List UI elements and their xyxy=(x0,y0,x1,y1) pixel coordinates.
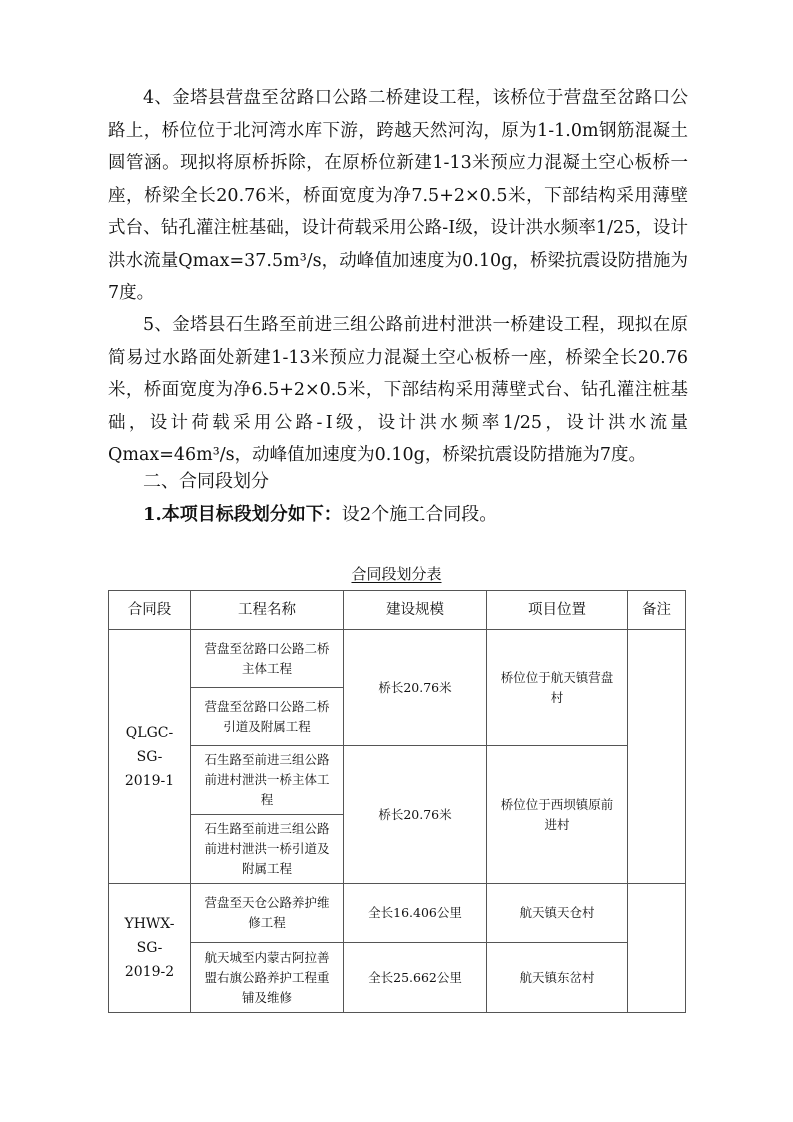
project-name-cell: 营盘至天仓公路养护维修工程 xyxy=(191,884,344,943)
contract-table xyxy=(108,590,686,1013)
table-row xyxy=(109,884,686,943)
remarks-cell xyxy=(628,630,686,884)
header-segment: 合同段 xyxy=(109,591,191,630)
subheading-text: 设2个施工合同段。 xyxy=(341,504,498,525)
location-cell: 桥位位于西坝镇原前进村 xyxy=(487,746,628,884)
header-location: 项目位置 xyxy=(487,591,628,630)
table-header-row xyxy=(109,591,686,630)
project-name-cell: 营盘至岔路口公路二桥引道及附属工程 xyxy=(191,688,344,746)
scale-cell: 全长25.662公里 xyxy=(344,943,487,1013)
location-cell: 桥位位于航天镇营盘村 xyxy=(487,630,628,746)
segment-code: QLGC-SG-2019-1 xyxy=(109,630,191,884)
table-row xyxy=(109,630,686,688)
location-cell: 航天镇天仓村 xyxy=(487,884,628,943)
scale-cell: 全长16.406公里 xyxy=(344,884,487,943)
subheading xyxy=(143,499,723,531)
table-row xyxy=(109,746,686,815)
project-name-cell: 石生路至前进三组公路前进村泄洪一桥引道及附属工程 xyxy=(191,815,344,884)
header-remarks: 备注 xyxy=(628,591,686,630)
project-name-cell: 航天城至内蒙古阿拉善盟右旗公路养护工程重铺及维修 xyxy=(191,943,344,1013)
project-name-cell: 石生路至前进三组公路前进村泄洪一桥主体工程 xyxy=(191,746,344,815)
section-heading: 二、合同段划分 xyxy=(143,471,269,492)
paragraph-project-5: 5、金塔县石生路至前进三组公路前进村泄洪一桥建设工程，现拟在原简易过水路面处新建1-13米预应力混凝土空心板桥一座，桥梁全长20.76米，桥面宽度为净6.5+2×0.5米，下部结构采用薄壁式台、钻孔灌注桩基础，设计荷载采用公路-Ⅰ级，设计洪水频率1/25，设计洪水流量Qmax=46m³/s，动峰值加速度为0.10g，桥梁抗震设防措施为7度。 xyxy=(108,315,688,465)
segment-code: YHWX-SG-2019-2 xyxy=(109,884,191,1013)
subheading-bold: 1.本项目标段划分如下： xyxy=(143,504,342,525)
scale-cell: 桥长20.76米 xyxy=(344,746,487,884)
paragraph-project-4: 4、金塔县营盘至岔路口公路二桥建设工程，该桥位于营盘至岔路口公路上，桥位位于北河湾水库下游，跨越天然河沟，原为1-1.0m钢筋混凝土圆管涵。现拟将原桥拆除，在原桥位新建1-13米预应力混凝土空心板桥一座，桥梁全长20.76米，桥面宽度为净7.5+2×0.5米，下部结构采用薄壁式台、钻孔灌注桩基础，设计荷载采用公路-Ⅰ级，设计洪水频率1/25，设计洪水流量Qmax=37.5m³/s，动峰值加速度为0.10g，桥梁抗震设防措施为7度。 xyxy=(108,88,688,303)
table-caption: 合同段划分表 xyxy=(351,565,442,583)
project-name-cell: 营盘至岔路口公路二桥主体工程 xyxy=(191,630,344,688)
scale-cell: 桥长20.76米 xyxy=(344,630,487,746)
remarks-cell xyxy=(628,884,686,1013)
header-scale: 建设规模 xyxy=(344,591,487,630)
header-project-name: 工程名称 xyxy=(191,591,344,630)
table-row xyxy=(109,943,686,1013)
location-cell: 航天镇东岔村 xyxy=(487,943,628,1013)
